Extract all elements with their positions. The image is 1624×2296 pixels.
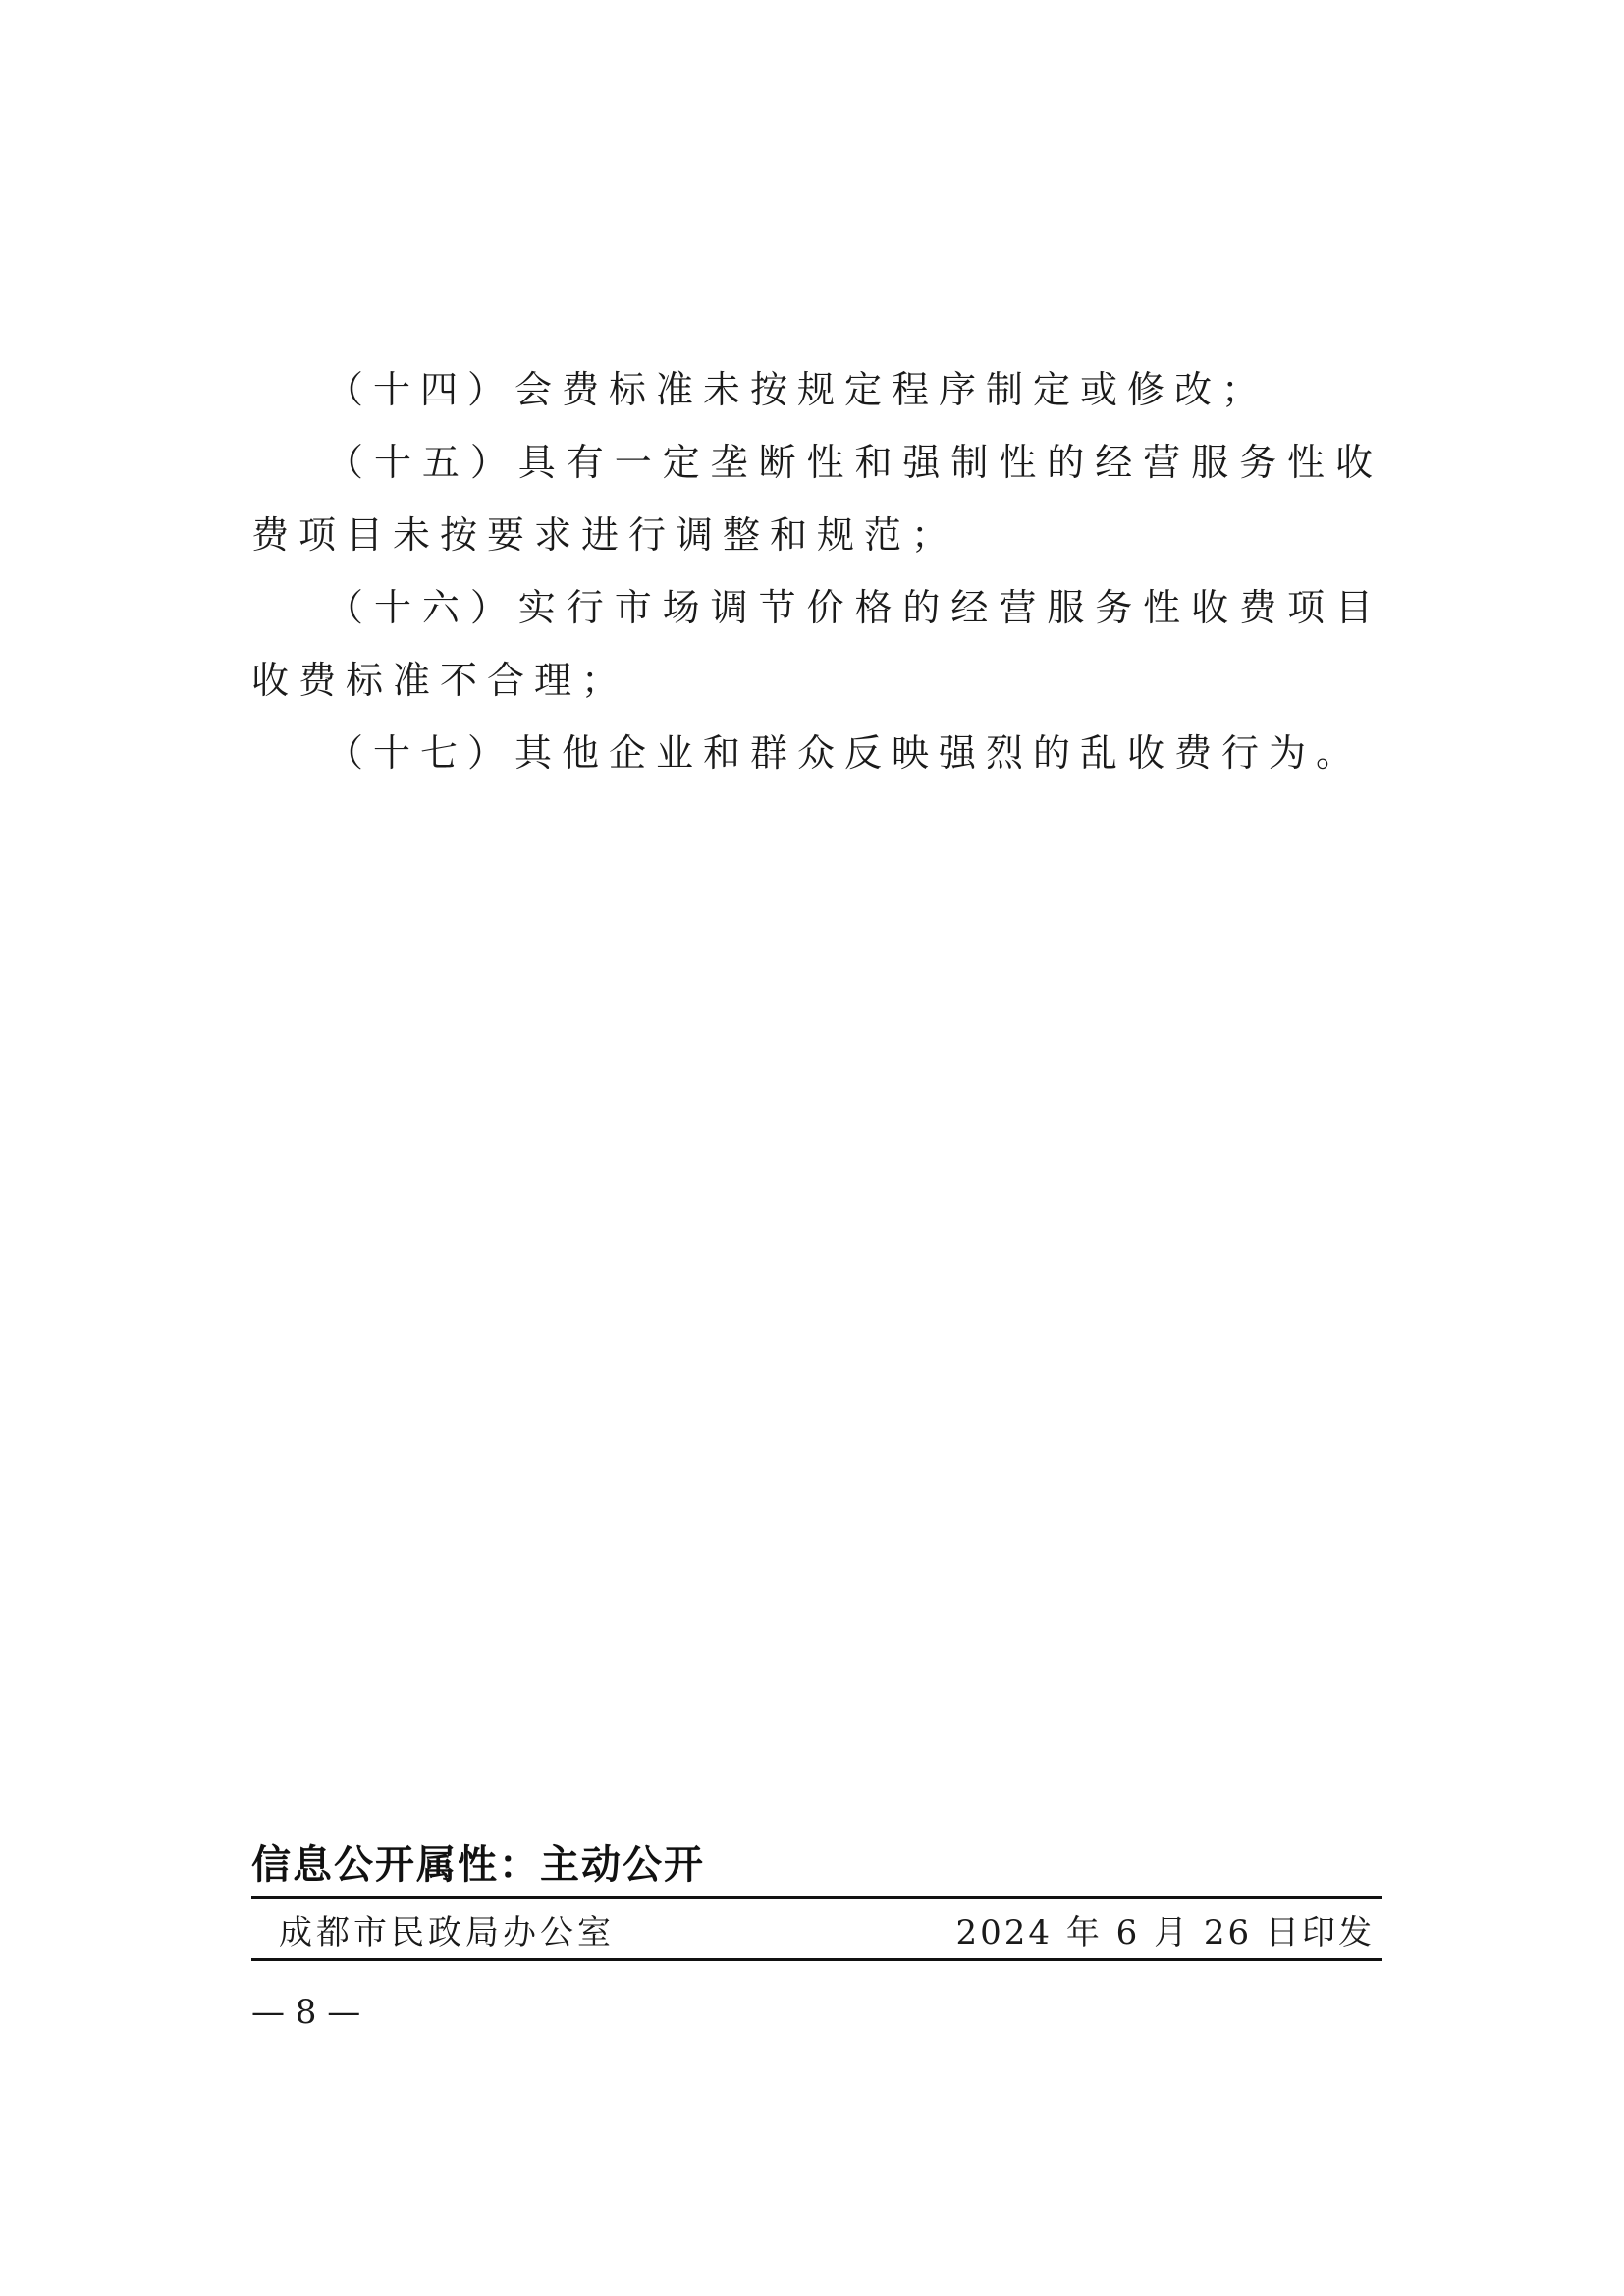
- issue-date: 2024 年 6 月 26 日印发: [955, 1913, 1375, 1952]
- paragraph-item-15: （十五）具有一定垄断性和强制性的经营服务性收费项目未按要求进行调整和规范；: [251, 441, 1382, 557]
- disclosure-attribute: 信息公开属性：主动公开: [251, 1842, 705, 1888]
- issuing-office: 成都市民政局办公室: [279, 1913, 615, 1952]
- paragraph-item-16: （十六）实行市场调节价格的经营服务性收费项目收费标准不合理；: [251, 586, 1382, 702]
- document-body: [251, 353, 1382, 789]
- paragraph-item-17: （十七）其他企业和群众反映强烈的乱收费行为。: [326, 731, 1364, 774]
- footer-bottom-rule: [251, 1958, 1382, 1961]
- paragraph-item-14: （十四）会费标准未按规定程序制定或修改；: [326, 368, 1270, 411]
- footer-top-rule: [251, 1896, 1382, 1899]
- page-number: — 8 —: [251, 1993, 361, 2032]
